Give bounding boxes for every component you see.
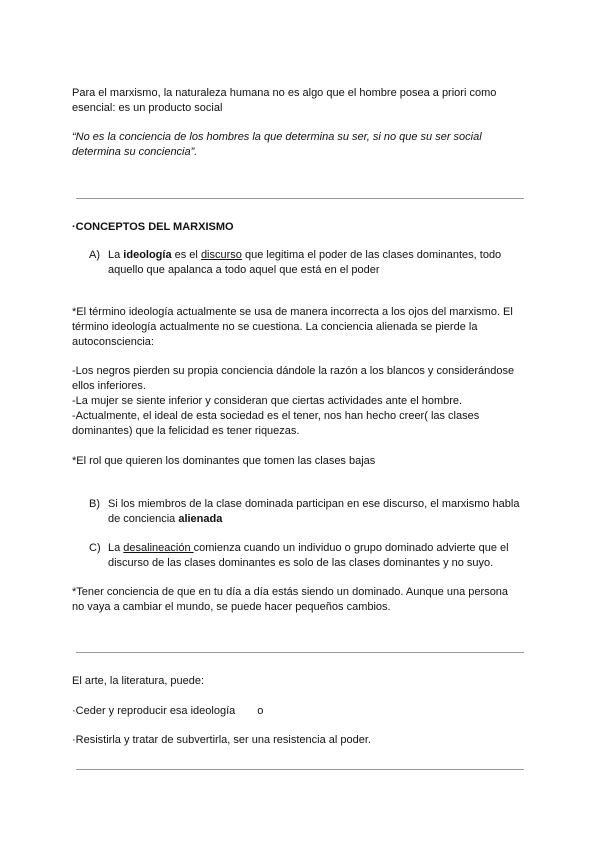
item-b-pre: de conciencia	[108, 513, 179, 525]
list-item-a	[89, 248, 529, 278]
item-a-pre: La	[108, 249, 124, 261]
section-title: ·CONCEPTOS DEL MARXISMO	[72, 221, 234, 233]
item-a-text	[108, 248, 529, 278]
item-b-bold-term: alienada	[178, 513, 223, 525]
art-option-1-text: ·Ceder y reproducir esa ideología	[72, 705, 236, 717]
art-option-1	[72, 704, 527, 719]
item-a-bold-term: ideología	[123, 249, 172, 261]
note-roles: *El rol que quieren los dominantes que tomen las clases bajas	[72, 455, 376, 467]
list-item-b	[89, 497, 529, 527]
item-c-label: C)	[89, 542, 101, 554]
intro-paragraph	[72, 86, 527, 116]
item-a-post: que legitima el poder de las clases dominantes, todo	[241, 249, 502, 261]
note1-line-1: *El término ideología actualmente se usa de manera incorrecta a los ojos del marxismo. El	[72, 306, 513, 318]
divider-1	[76, 198, 524, 199]
item-a-underlined-term: discurso	[200, 249, 242, 261]
item-a-line-2: aquello que apalanca a todo aquel que está en el poder	[108, 264, 380, 276]
point-line-3: -La mujer se siente inferior y consideran que ciertas actividades ante el hombre.	[72, 395, 463, 407]
note3-line-2: no vaya a cambiar el mundo, se puede hacer pequeños cambios.	[72, 601, 391, 613]
note1-line-2: término ideología actualmente no se cuestiona. La conciencia alienada se pierde la	[72, 321, 478, 333]
point-line-4: -Actualmente, el ideal de esta sociedad es el tener, nos han hecho creer( las clases	[72, 410, 480, 422]
item-c-pre: La	[108, 542, 124, 554]
art-option-2: ·Resistirla y tratar de subvertirla, ser una resistencia al poder.	[72, 734, 371, 746]
item-c-line-2: discurso de las clases dominantes es solo de las clases dominantes y no suyo.	[108, 557, 494, 569]
divider-3	[76, 769, 524, 770]
item-b-line-1: Si los miembros de la clase dominada participan en ese discurso, el marxismo habla	[108, 498, 520, 510]
quote-line-1: “No es la conciencia de los hombres la que determina su ser, si no que su ser social	[72, 131, 482, 143]
marx-quote	[72, 130, 527, 160]
divider-2	[76, 652, 524, 653]
note3-line-1: *Tener conciencia de que en tu día a día estás siendo un dominado. Aunque una persona	[72, 586, 509, 598]
examples-list	[72, 364, 527, 439]
item-c-post: comienza cuando un individuo o grupo dominado advierte que el	[193, 542, 509, 554]
art-option-connector: o	[257, 705, 264, 717]
item-b-label: B)	[89, 498, 100, 510]
item-b-text	[108, 497, 529, 527]
intro-line-2: esencial: es un producto social	[72, 102, 223, 114]
note1-line-3: autoconsciencia:	[72, 336, 154, 348]
item-a-mid: es el	[171, 249, 201, 261]
intro-line-1: Para el marxismo, la naturaleza humana no es algo que el hombre posea a priori como	[72, 87, 497, 99]
note-ideology	[72, 305, 527, 350]
quote-line-2: determina su conciencia”.	[72, 146, 198, 158]
note-awareness	[72, 585, 527, 615]
point-line-2: ellos inferiores.	[72, 380, 146, 392]
point-line-1: -Los negros pierden su propia conciencia dándole la razón a los blancos y considerándose	[72, 365, 515, 377]
item-c-underlined-term: desalineación	[123, 542, 194, 554]
item-a-label: A)	[89, 249, 100, 261]
point-line-5: dominantes) que la felicidad es tener riquezas.	[72, 425, 300, 437]
art-intro: El arte, la literatura, puede:	[72, 675, 205, 687]
list-item-c	[89, 541, 529, 571]
item-c-text	[108, 541, 529, 571]
